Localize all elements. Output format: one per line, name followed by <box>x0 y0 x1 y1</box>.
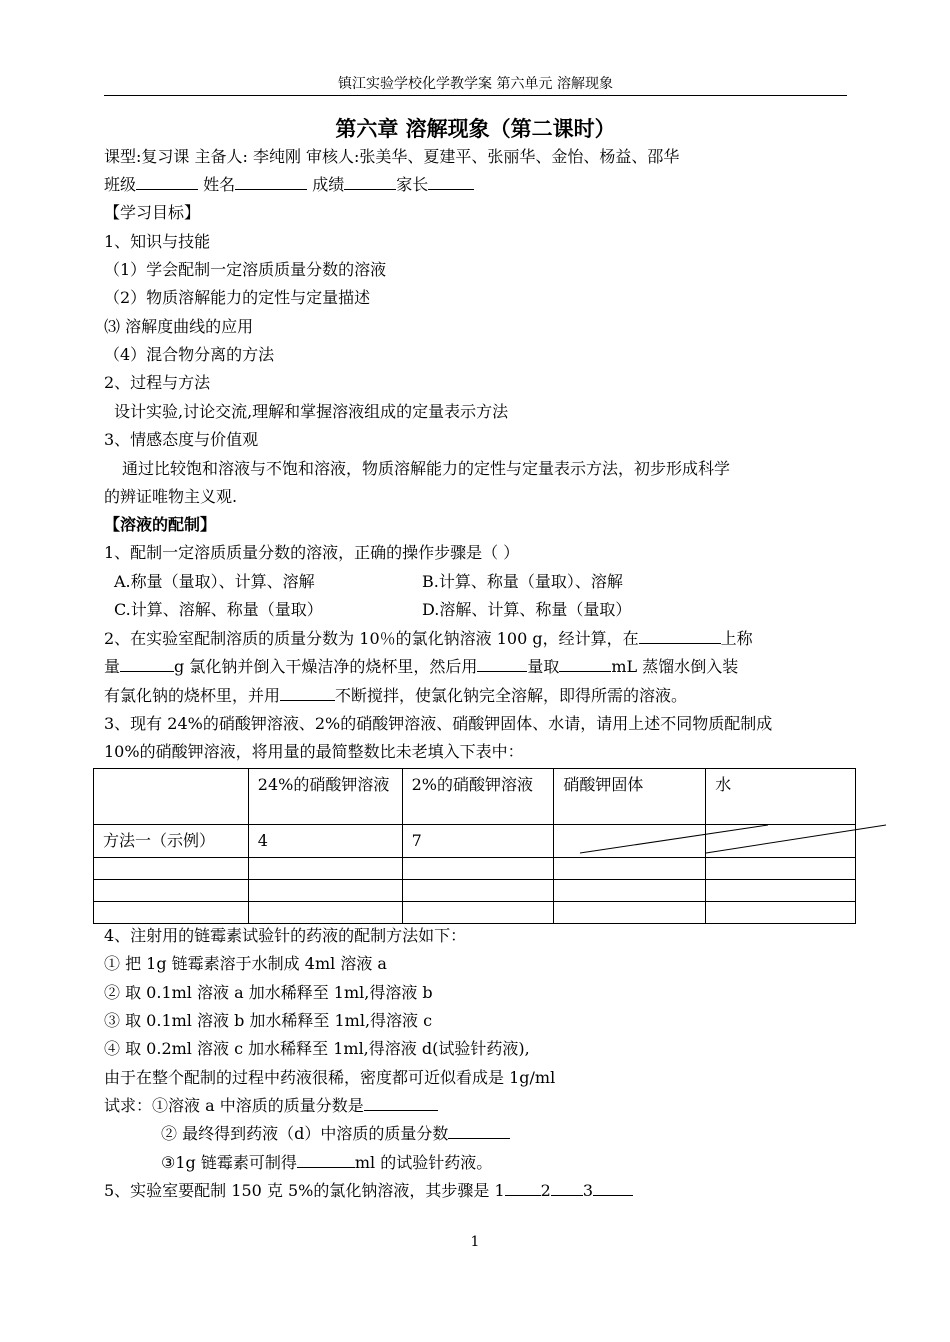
objective-process-text: 设计实验,讨论交流,理解和掌握溶液组成的定量表示方法 <box>114 402 509 421</box>
q2-text: g 氯化钠并倒入干燥洁净的烧杯里，然后用 <box>174 657 478 676</box>
q2-text: mL 蒸馏水倒入装 <box>611 657 739 676</box>
q5-blank-1[interactable] <box>505 1179 541 1196</box>
table-header-cell: 硝酸钾固体 <box>554 769 706 825</box>
table-header-cell: 24%的硝酸钾溶液 <box>248 769 402 825</box>
objective-attitude-text-cont: 的辨证唯物主义观. <box>104 487 238 506</box>
q5-text: 2 <box>540 1181 551 1200</box>
q5-blank-3[interactable] <box>593 1179 633 1196</box>
q4-ask-2 <box>161 1120 510 1148</box>
table-cell[interactable] <box>94 858 249 880</box>
q4-step: ③ 取 0.1ml 溶液 b 加水稀释至 1ml,得溶液 c <box>104 1011 433 1030</box>
question-2-line3 <box>104 682 687 710</box>
page-header: 镇江实验学校化学教学案 第六单元 溶解现象 <box>338 76 613 92</box>
q4-text: ③1g 链霉素可制得 <box>161 1153 297 1172</box>
q5-text: 5、实验室要配制 150 克 5%的氯化钠溶液，其步骤是 1 <box>104 1181 505 1200</box>
name-blank[interactable] <box>235 173 307 190</box>
q4-step: ① 把 1g 链霉素溶于水制成 4ml 溶液 a <box>104 954 387 973</box>
q4-text: ml 的试验针药液。 <box>354 1153 493 1172</box>
table-cell: 方法一（示例） <box>94 825 249 858</box>
table-header-cell: 2%的硝酸钾溶液 <box>402 769 554 825</box>
q4-ask-1 <box>104 1092 438 1120</box>
table-cell[interactable] <box>94 880 249 902</box>
page-title: 第六章 溶解现象（第二课时） <box>335 116 616 141</box>
table-row-example <box>94 825 856 858</box>
table-cell[interactable] <box>248 858 402 880</box>
table-row-empty <box>94 858 856 880</box>
objective-knowledge: 1、知识与技能 <box>104 232 211 251</box>
q4-text: ② 最终得到药液（d）中溶质的质量分数 <box>161 1124 449 1143</box>
table-cell[interactable] <box>248 880 402 902</box>
q2-blank-measure[interactable] <box>477 655 527 672</box>
q5-text: 3 <box>582 1181 594 1200</box>
objective-item: ⑶ 溶解度曲线的应用 <box>104 317 254 336</box>
table-cell <box>554 825 706 858</box>
q2-text: 量取 <box>527 657 560 676</box>
q1-option-b: B.计算、称量（量取）、溶解 <box>422 572 623 591</box>
table-row-empty <box>94 880 856 902</box>
table-cell[interactable] <box>554 880 706 902</box>
parent-blank[interactable] <box>428 173 474 190</box>
q2-blank-volume[interactable] <box>559 655 611 672</box>
objectives-heading: 【学习目标】 <box>104 203 201 222</box>
table-cell <box>706 825 856 858</box>
score-label: 成绩 <box>312 175 345 194</box>
q2-blank-stirrer[interactable] <box>280 684 335 701</box>
question-5 <box>104 1177 633 1205</box>
q4-text: 试求：①溶液 a 中溶质的质量分数是 <box>104 1096 364 1115</box>
student-info-line <box>104 171 474 199</box>
q4-step: ② 取 0.1ml 溶液 a 加水稀释至 1ml,得溶液 b <box>104 983 433 1002</box>
q2-text: 2、在实验室配制溶质的质量分数为 10％的氯化钠溶液 100 g，经计算，在 <box>104 629 639 648</box>
q1-option-d: D.溶解、计算、称量（量取） <box>422 600 632 619</box>
q4-step: ④ 取 0.2ml 溶液 c 加水稀释至 1ml,得溶液 d(试验针药液), <box>104 1039 530 1058</box>
q2-text: 量 <box>104 657 121 676</box>
q4-blank-3[interactable] <box>297 1151 355 1168</box>
question-3-line2: 10%的硝酸钾溶液，将用量的最简整数比未老填入下表中： <box>104 742 524 761</box>
table-cell[interactable] <box>706 858 856 880</box>
question-4-intro: 4、注射用的链霉素试验针的药液的配制方法如下： <box>104 926 467 945</box>
q4-ask-3 <box>161 1149 492 1177</box>
name-label: 姓名 <box>203 175 236 194</box>
table-cell[interactable] <box>402 858 554 880</box>
objective-process: 2、过程与方法 <box>104 373 211 392</box>
objective-attitude-text: 通过比较饱和溶液与不饱和溶液，物质溶解能力的定性与定量表示方法，初步形成科学 <box>122 459 731 478</box>
score-blank[interactable] <box>344 173 396 190</box>
q4-blank-2[interactable] <box>448 1122 510 1139</box>
question-3-line1: 3、现有 24%的硝酸钾溶液、2%的硝酸钾溶液、硝酸钾固体、水请，请用上述不同物质配制成 <box>104 714 773 733</box>
q2-blank-mass[interactable] <box>120 655 174 672</box>
parent-label: 家长 <box>396 175 429 194</box>
q4-note: 由于在整个配制的过程中药液很稀，密度都可近似看成是 1g/ml <box>104 1068 556 1087</box>
table-cell[interactable] <box>706 880 856 902</box>
objective-item: （1）学会配制一定溶质质量分数的溶液 <box>104 260 387 279</box>
table-header-row <box>94 769 856 825</box>
question-2-line1 <box>104 625 753 653</box>
q2-text: 有氯化钠的烧杯里，并用 <box>104 686 281 705</box>
objective-item: （4）混合物分离的方法 <box>104 345 275 364</box>
q1-option-c: C.计算、溶解、称量（量取） <box>114 600 323 619</box>
header-rule <box>104 95 847 96</box>
class-label: 班级 <box>104 175 137 194</box>
table-cell[interactable] <box>94 902 249 924</box>
table-cell[interactable] <box>554 858 706 880</box>
question-1: 1、配制一定溶质质量分数的溶液，正确的操作步骤是（ ） <box>104 543 520 562</box>
table-cell[interactable] <box>706 902 856 924</box>
q2-blank-instrument[interactable] <box>639 627 721 644</box>
course-info: 课型:复习课 主备人: 李纯刚 审核人:张美华、夏建平、张丽华、金怡、杨益、邵华 <box>104 147 680 166</box>
class-blank[interactable] <box>136 173 198 190</box>
q1-option-a: A.称量（量取）、计算、溶解 <box>114 572 315 591</box>
table-row-empty <box>94 902 856 924</box>
objective-attitude: 3、情感态度与价值观 <box>104 430 259 449</box>
table-cell[interactable] <box>402 902 554 924</box>
section-heading: 【溶液的配制】 <box>104 515 217 534</box>
table-header-cell <box>94 769 249 825</box>
table-header-cell: 水 <box>706 769 856 825</box>
question-2-line2 <box>104 653 738 681</box>
q4-blank-1[interactable] <box>364 1094 438 1111</box>
q2-text: 不断搅拌，使氯化钠完全溶解，即得所需的溶液。 <box>335 686 688 705</box>
q5-blank-2[interactable] <box>551 1179 583 1196</box>
table-cell[interactable] <box>402 880 554 902</box>
table-cell[interactable] <box>554 902 706 924</box>
table-cell: 7 <box>402 825 554 858</box>
ratio-table <box>93 768 856 924</box>
table-cell: 4 <box>248 825 402 858</box>
q2-text: 上称 <box>720 629 753 648</box>
table-cell[interactable] <box>248 902 402 924</box>
objective-item: （2）物质溶解能力的定性与定量描述 <box>104 288 371 307</box>
page-number: 1 <box>470 1234 480 1250</box>
